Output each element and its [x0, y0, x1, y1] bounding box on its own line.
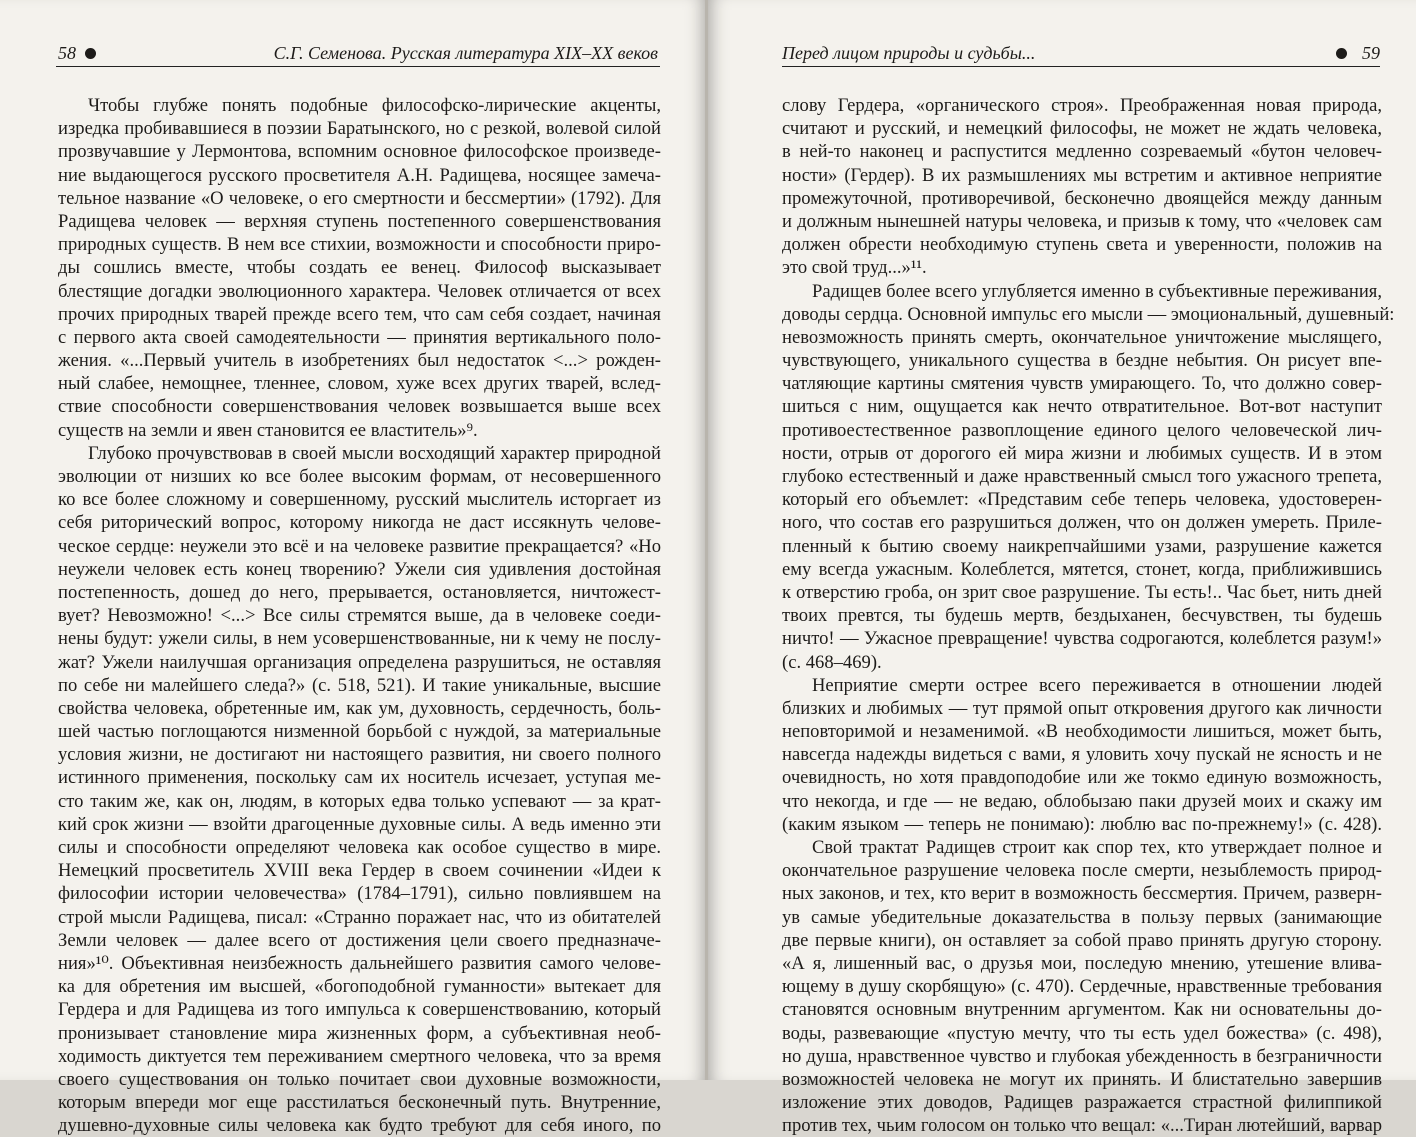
- text-line: кий срок жизни — взойти драгоценные духовные силы. А ведь именно эти: [58, 813, 661, 835]
- text-line: блестящие догадки эволюционного характера. Человек отличается от всех: [58, 280, 661, 302]
- text-line: с первого акта своей самодеятельности — принятия вертикального поло-: [58, 326, 661, 348]
- text-line: что некогда, и где — не ведаю, облобызаю паки друзей моих и скажу им: [782, 790, 1382, 812]
- text-line: ув самые убедительные доказательства в пользу первых (занимающие: [782, 906, 1382, 928]
- text-line: вует? Невозможно! <...> Все силы стремятся выше, да в человеке соеди-: [58, 605, 661, 627]
- text-line: неужели человек есть конец творению? Ужели сия удивления достойная: [58, 558, 661, 580]
- text-line: условия жизни, не достигают ни настоящего развития, ни своего полного: [58, 744, 661, 766]
- text-line: Земли человек — далее всего от достижения цели своего предназначе-: [58, 929, 661, 951]
- text-line: по себе ни малейшего следа?» (с. 518, 521). И такие уникальные, высшие: [58, 674, 661, 696]
- text-line: чатляющие картины смятения чувств умирающего. То, что должно совер-: [782, 373, 1382, 395]
- text-line: но душа, нравственное чувство и глубокая убежденность в безграничности: [782, 1045, 1382, 1067]
- text-line: душевно-духовные силы человека как будто требуют для себя иного, по: [58, 1115, 661, 1137]
- text-line: которым впереди мог еще расстилаться бесконечный путь. Внутренние,: [58, 1092, 661, 1114]
- text-line: очевидность, но хотя правдоподобие или же токмо единую возможность,: [782, 767, 1382, 789]
- left-page-header: [56, 40, 660, 67]
- right-page-body-text: [782, 94, 1395, 1137]
- text-line: себя риторический вопрос, которому никогда не даст иссякнуть челове-: [58, 512, 661, 534]
- text-line: ему всегда ужасным. Колеблется, мятется, стонет, когда, приближившись: [782, 558, 1382, 580]
- text-line: ющему в душу скорбящую» (с. 470). Сердечные, нравственные требования: [782, 976, 1382, 998]
- text-line: ходимость диктуется тем переживанием смертного человека, что за время: [58, 1045, 661, 1067]
- text-line: строй мысли Радищева, писал: «Странно поражает нас, что из обитателей: [58, 906, 661, 928]
- text-line: Глубоко прочувствовав в своей мысли восходящий характер природной: [88, 442, 661, 464]
- text-line: слову Гердера, «органического строя». Преображенная новая природа,: [782, 95, 1382, 116]
- text-line: навсегда надежды видеться с вами, я уловить хочу пускай не ясность и не: [782, 744, 1382, 766]
- running-head: Перед лицом природы и судьбы...: [782, 43, 1036, 63]
- text-line: ние выдающегося русского просветителя А.Н. Радищева, носящее замеча-: [58, 164, 661, 186]
- text-line: в ней-то наконец и распустится медленно созреваемый «бутон человеч-: [782, 141, 1382, 163]
- text-line: шиться с ним, ощущается как нечто отвратительное. Вот-вот наступит: [782, 396, 1382, 418]
- text-line: изредка пробивавшиеся в поэзии Баратынского, но с резкой, волевой силой: [58, 118, 661, 140]
- text-line: ный слабее, немощнее, тленнее, словом, хуже всех других тварей, вслед-: [58, 373, 661, 395]
- text-line: воды, развевающие «пустую мечту, что ты есть удел божества» (с. 498),: [782, 1022, 1382, 1044]
- text-line: жения. «...Первый учитель в изобретениях был недостаток <...> рожден-: [58, 350, 661, 372]
- text-line: нены будут: ужели силы, в нем усовершенствованные, ни к чему не послу-: [58, 628, 661, 650]
- text-line: пленный к бытию своему наикрепчайшими узами, разрушение кажется: [782, 535, 1382, 557]
- text-line: ности, отрыв от дорогого ей мира жизни и любимых существ. И в этом: [782, 442, 1382, 464]
- text-line: (каким языком — теперь не понимаю): люблю вас по-прежнему!» (с. 428).: [782, 813, 1382, 835]
- right-page-header: [782, 40, 1380, 67]
- text-line: окончательное разрушение человека после смерти, незыблемость природ-: [782, 860, 1382, 882]
- text-line: Чтобы глубже понять подобные философско-лирические акценты,: [88, 95, 661, 116]
- text-line: возможностей человека не могут их принять. И блистательно завершив: [782, 1068, 1382, 1090]
- left-page-body-text: [58, 94, 661, 1137]
- left-page: [0, 0, 706, 1137]
- text-line: пронизывает становление мира жизненных форм, а субъективная необ-: [58, 1022, 661, 1044]
- text-line: изложение этих доводов, Радищев разражается страстной филиппикой: [782, 1092, 1382, 1114]
- text-line: ко все более сложному и совершенному, русский мыслитель исторгает из: [58, 489, 661, 511]
- text-line: который его объемлет: «Представим себе теперь человека, удостоверен-: [782, 489, 1382, 511]
- text-line: истинного применения, поскольку сам их носитель исчезает, уступая ме-: [58, 767, 661, 789]
- text-line: к отверстию гроба, он зрит свое разрушение. Ты есть!.. Час бьет, нить дней: [782, 581, 1382, 603]
- text-line: существ на земли и явен становится ее властитель»⁹.: [58, 419, 478, 441]
- text-line: против тех, чьим голосом он только что вещал: «...Тиран лютейший, варвар: [782, 1115, 1382, 1137]
- text-line: (с. 468–469).: [782, 651, 882, 673]
- text-line: противоестественное развоплощение единого целого человеческой лич-: [782, 419, 1382, 441]
- text-line: становятся основным внутренним аргументом. Как ни основательны до-: [782, 999, 1382, 1021]
- text-line: это свой труд...»¹¹.: [782, 257, 927, 279]
- text-line: «А я, лишенный вас, о друзья мои, последую мнению, утешение влива-: [782, 952, 1382, 974]
- text-line: Немецкий просветитель XVIII века Гердер в своем сочинении «Идеи к: [58, 860, 661, 882]
- text-line: и должным нынешней натуры человека, и призыв к тому, что «человек сам: [782, 210, 1382, 232]
- text-line: ности» (Гердер). В их размышлениях мы встретим и активное неприятие: [782, 164, 1382, 186]
- text-line: шей частью поглощаются низменной борьбой с нуждой, за материальные: [58, 721, 661, 743]
- right-page: [708, 0, 1416, 1137]
- text-line: чувствующего, уникального существа в бездне небытия. Он рисует впе-: [782, 350, 1382, 372]
- text-line: ствие способности совершенствования человек возвышается выше всех: [58, 396, 661, 418]
- bullet-dot-icon: [1336, 48, 1347, 59]
- text-line: должен обрести необходимую ступень света и уверенности, положив на: [782, 234, 1382, 256]
- text-line: ничто! — Ужасное превращение! чувства содрогаются, колеблется разум!»: [782, 628, 1382, 650]
- text-line: природных существ. В нем все стихии, возможности и способности приро-: [58, 234, 661, 256]
- text-line: Радищев более всего углубляется именно в субъективные переживания,: [812, 280, 1382, 302]
- text-line: доводы сердца. Основной импульс его мысли — эмоциональный, душевный:: [782, 303, 1395, 325]
- text-line: сто таким же, как он, людям, в которых едва только успевают — за крат-: [58, 790, 661, 812]
- text-line: Неприятие смерти острее всего переживается в отношении людей: [812, 674, 1382, 696]
- text-line: Гердера и для Радищева из того импульса к совершенствованию, который: [58, 999, 661, 1021]
- text-line: жат? Ужели наилучшая организация определена разрушиться, не оставляя: [58, 651, 661, 673]
- text-line: промежуточной, противоречивой, бесконечно двоящейся между данным: [782, 187, 1382, 209]
- text-line: неповторимой и незаменимой. «В необходимости лишиться, может быть,: [782, 721, 1382, 743]
- text-line: считают и русский, и немецкий философы, не может не ждать человека,: [782, 118, 1382, 140]
- text-line: ка для обретения им высшей, «богоподобной гуманности» вытекает для: [58, 976, 661, 998]
- text-line: тельное название «О человеке, о его смертности и бессмертии» (1792). Для: [58, 187, 661, 209]
- text-line: близких и любимых — тут прямой опыт откровения другого как личности: [782, 697, 1382, 719]
- text-line: ческое сердце: неужели это всё и на человеке развитие прекращается? «Но: [58, 535, 661, 557]
- text-line: ния»¹⁰. Объективная неизбежность дальнейшего развития самого челове-: [58, 952, 661, 974]
- text-line: прочих природных тварей прежде всего тем, что сам себя создает, начиная: [58, 303, 661, 325]
- text-line: силы и способности определяют человека как особое существо в мире.: [58, 837, 661, 858]
- text-line: ного, что состав его разрушиться должен, что он должен умереть. Прилe-: [782, 512, 1382, 534]
- text-line: эволюции от низших ко все более высоким формам, от несовершенного: [58, 466, 661, 487]
- page-number: 58: [58, 43, 76, 63]
- text-line: невозможность принять смерть, окончательное уничтожение мыслящего,: [782, 326, 1382, 348]
- text-line: философии истории человечества» (1784–1791), сильно повлиявшем на: [58, 883, 661, 905]
- text-line: постепенность, дошед до него, прерывается, остановляется, ничтожест-: [58, 581, 661, 603]
- running-head: С.Г. Семенова. Русская литература XIX–XX веков: [273, 43, 658, 63]
- text-line: ды сошлись вместе, чтобы создать ее венец. Философ высказывает: [58, 257, 661, 279]
- text-line: ных законов, и тех, кто верит в возможность бессмертия. Причем, разверн-: [782, 883, 1382, 905]
- text-line: две первые книги), он оставляет за собой право принять другую сторону.: [782, 929, 1382, 951]
- page-number: 59: [1362, 43, 1380, 63]
- text-line: глубоко естественный и даже нравственный смысл того ужасного трепета,: [782, 466, 1382, 487]
- text-line: прозвучавшие у Лермонтова, вспомним основное философское произведе-: [58, 141, 661, 163]
- text-line: своего существования он только почитает свои духовные возможности,: [58, 1068, 661, 1090]
- bullet-dot-icon: [85, 48, 96, 59]
- text-line: Радищева человек — верхняя ступень постепенного совершенствования: [58, 210, 661, 232]
- text-line: твоих превтся, ты будешь мертв, бездыханен, бесчувствен, ты будешь: [782, 605, 1382, 627]
- text-line: Свой трактат Радищев строит как спор тех, кто утверждает полное и: [812, 837, 1382, 858]
- text-line: свойства человека, обретенные им, как ум, духовность, сердечность, боль-: [58, 697, 661, 719]
